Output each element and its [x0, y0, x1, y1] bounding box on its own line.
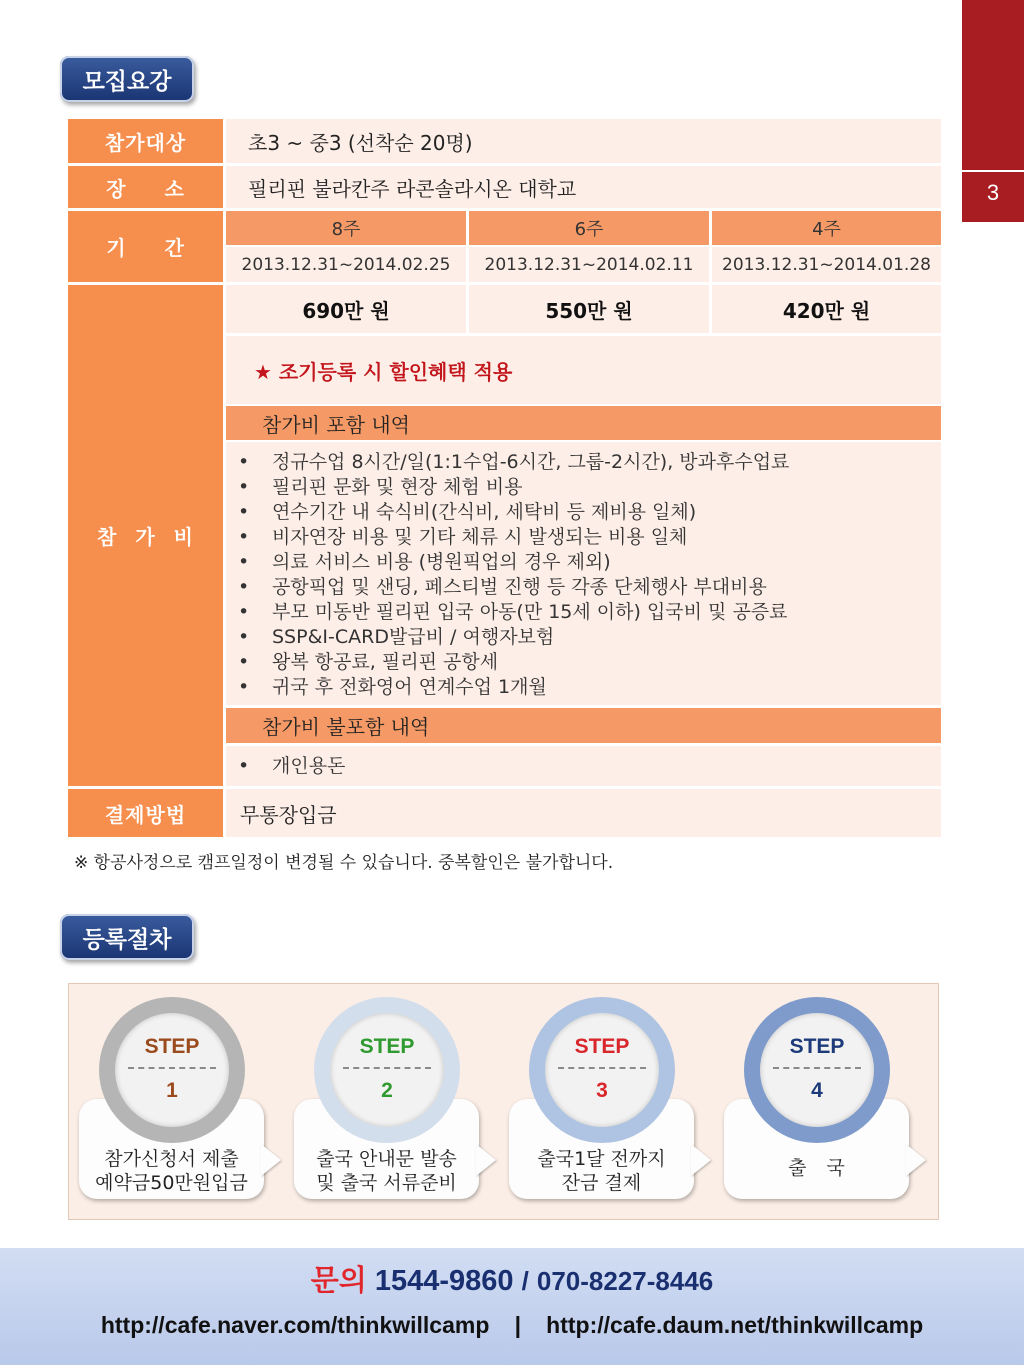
step-2-number: 2 [381, 1079, 393, 1102]
section-title-registration: 등록절차 [60, 914, 194, 960]
step-1-dash [128, 1067, 216, 1069]
excluded-title: 참가비 불포함 내역 [226, 708, 941, 743]
phone-secondary: 070-8227-8446 [536, 1266, 714, 1296]
period-8w-weeks: 8주 [226, 211, 466, 245]
discount-note: ★ 조기등록 시 할인혜택 적용 [254, 359, 513, 384]
price-6w: 550만 원 [469, 285, 709, 333]
excluded-list [226, 754, 345, 779]
step-2-arrow [476, 1144, 496, 1176]
contact-label: 문의 [310, 1265, 367, 1297]
row-fee [68, 285, 941, 786]
step-3-ring [529, 997, 675, 1143]
period-4w-weeks: 4주 [712, 211, 941, 245]
list-item: • 왕복 항공료, 필리핀 공항세 [226, 650, 789, 675]
step-1-circle [115, 1013, 229, 1127]
page-number: 3 [986, 180, 1000, 205]
value-place: 필리핀 불라칸주 라콘솔라시온 대학교 [226, 166, 941, 208]
step-2-ring [314, 997, 460, 1143]
row-place [68, 166, 941, 208]
url-naver[interactable]: http://cafe.naver.com/thinkwillcamp [100, 1312, 490, 1338]
label-target: 참가대상 [68, 119, 223, 163]
value-target: 초3 ~ 중3 (선착순 20명) [226, 119, 941, 163]
step-2-line2: 및 출국 서류준비 [316, 1172, 457, 1194]
url-daum[interactable]: http://cafe.daum.net/thinkwillcamp [546, 1312, 924, 1338]
row-target [68, 119, 941, 163]
step-3 [499, 984, 714, 1221]
step-4 [714, 984, 929, 1221]
list-item: • 부모 미동반 필리핀 입국 아동(만 15세 이하) 입국비 및 공증료 [226, 600, 789, 625]
step-3-circle [545, 1013, 659, 1127]
step-1-ring [99, 997, 245, 1143]
price-4w: 420만 원 [712, 285, 941, 333]
list-item: • 의료 서비스 비용 (병원픽업의 경우 제외) [226, 550, 789, 575]
step-4-ring [744, 997, 890, 1143]
list-item: • 필리핀 문화 및 현장 체험 비용 [226, 475, 789, 500]
step-3-arrow [691, 1144, 711, 1176]
value-payment: 무통장입금 [226, 789, 941, 837]
footer [0, 1248, 1024, 1365]
registration-steps [68, 983, 939, 1220]
step-2-word: STEP [359, 1035, 415, 1058]
excluded-list-cell [226, 746, 941, 786]
label-period: 기 간 [68, 211, 223, 282]
step-2-circle [330, 1013, 444, 1127]
step-4-dash [773, 1067, 861, 1069]
period-8w-dates: 2013.12.31~2014.02.25 [226, 247, 466, 282]
schedule-note: ※ 항공사정으로 캠프일정이 변경될 수 있습니다. 중복할인은 불가합니다. [74, 853, 614, 873]
included-list-cell [226, 442, 941, 705]
list-item: • 개인용돈 [226, 754, 345, 779]
step-4-circle [760, 1013, 874, 1127]
step-3-number: 3 [596, 1079, 608, 1102]
included-list [226, 450, 789, 700]
step-2-line1: 출국 안내문 발송 [316, 1148, 457, 1170]
row-payment [68, 789, 941, 837]
step-1-line2: 예약금50만원입금 [95, 1172, 248, 1194]
phone-separator: / [521, 1266, 529, 1296]
step-2-dash [343, 1067, 431, 1069]
step-1-text [79, 1147, 264, 1195]
list-item: • 공항픽업 및 샌딩, 페스티벌 진행 등 각종 단체행사 부대비용 [226, 575, 789, 600]
label-fee: 참 가 비 [68, 285, 223, 786]
step-2-text [294, 1147, 479, 1195]
page-tab-divider [962, 170, 1024, 172]
period-4w-dates: 2013.12.31~2014.01.28 [712, 247, 941, 282]
period-6w-dates: 2013.12.31~2014.02.11 [469, 247, 709, 282]
step-3-dash [558, 1067, 646, 1069]
label-place: 장 소 [68, 166, 223, 208]
step-4-arrow [906, 1144, 926, 1176]
step-3-word: STEP [574, 1035, 630, 1058]
step-1-number: 1 [166, 1079, 178, 1102]
step-3-line1: 출국1달 전까지 [537, 1148, 666, 1170]
step-4-word: STEP [789, 1035, 845, 1058]
period-6w-weeks: 6주 [469, 211, 709, 245]
page-tab [962, 0, 1024, 222]
discount-note-cell [226, 336, 941, 404]
phone-primary: 1544-9860 [374, 1265, 514, 1297]
step-1-line1: 참가신청서 제출 [104, 1148, 239, 1170]
included-title: 참가비 포함 내역 [226, 406, 941, 440]
step-4-number: 4 [811, 1079, 823, 1102]
url-line [0, 1312, 1024, 1339]
list-item: • SSP&I-CARD발급비 / 여행자보험 [226, 625, 789, 650]
url-separator: | [514, 1312, 521, 1338]
list-item: • 연수기간 내 숙식비(간식비, 세탁비 등 제비용 일체) [226, 500, 789, 525]
row-period [68, 211, 941, 282]
section-title-recruitment: 모집요강 [60, 56, 194, 102]
step-1 [69, 984, 284, 1221]
price-8w: 690만 원 [226, 285, 466, 333]
list-item: • 정규수업 8시간/일(1:1수업-6시간, 그룹-2시간), 방과후수업료 [226, 450, 789, 475]
contact-line [0, 1258, 1024, 1299]
step-1-arrow [261, 1144, 281, 1176]
step-3-line2: 잔금 결제 [561, 1172, 642, 1194]
list-item: • 비자연장 비용 및 기타 체류 시 발생되는 비용 일체 [226, 525, 789, 550]
step-2 [284, 984, 499, 1221]
step-3-text [509, 1147, 694, 1195]
step-1-word: STEP [144, 1035, 200, 1058]
label-payment: 결제방법 [68, 789, 223, 837]
step-4-text [724, 1156, 909, 1180]
step-4-line1: 출 국 [788, 1157, 845, 1179]
list-item: • 귀국 후 전화영어 연계수업 1개월 [226, 675, 789, 700]
